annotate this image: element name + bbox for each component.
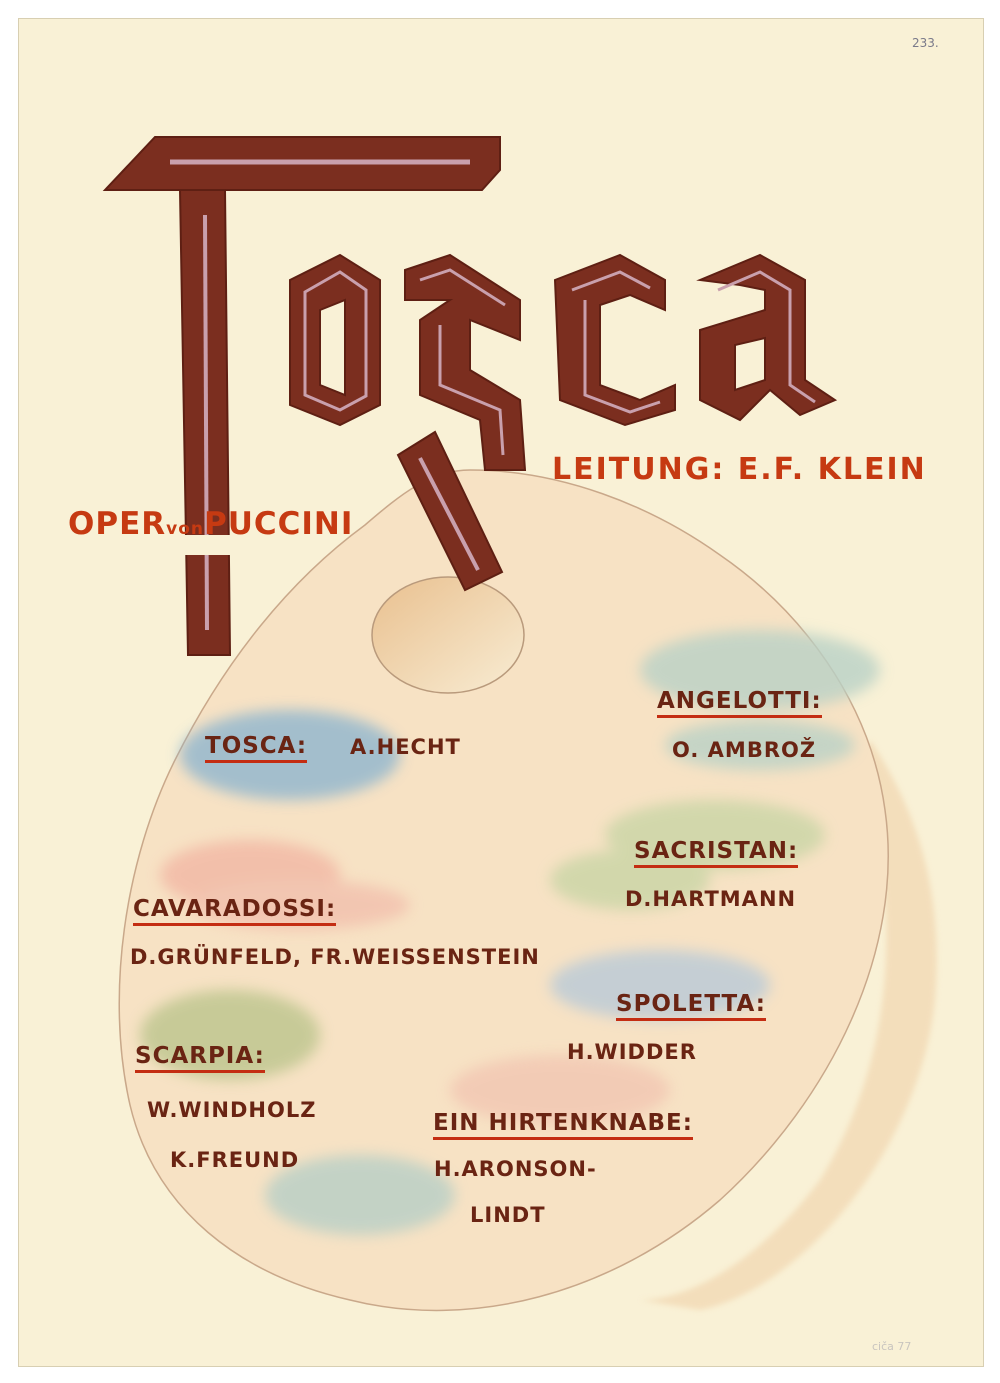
cast-role-scarpia: SCARPIA: [135,1043,265,1069]
cast-role-spoletta: SPOLETTA: [616,991,766,1017]
subtitle-von: von [166,519,204,539]
cast-role-cavaradossi: CAVARADOSSI: [133,896,336,922]
cast-actor-spoletta: H.WIDDER [567,1040,697,1064]
cast-actor-sacristan: D.HARTMANN [625,887,797,911]
cast-actor-cavaradossi: D.GRÜNFELD, FR.WEISSENSTEIN [130,945,540,969]
cast-role-tosca: TOSCA: [205,733,307,759]
page-number: 233. [912,36,939,50]
cast-actor-hirtenknabe-1: H.ARONSON- [434,1157,597,1181]
title-letter-a [700,255,835,420]
cast-actor-scarpia-2: K.FREUND [170,1148,300,1172]
opera-subtitle [68,506,353,542]
palette-thumb-hole [372,577,524,693]
title-letter-s [405,255,525,470]
cast-role-sacristan: SACRISTAN: [634,838,798,864]
cast-actor-scarpia-1: W.WINDHOLZ [147,1098,317,1122]
cast-actor-angelotti: O. AMBROŽ [672,738,817,762]
subtitle-oper: OPER [68,506,167,542]
cast-role-hirtenknabe: EIN HIRTENKNABE: [433,1110,693,1136]
cast-actor-tosca: A.HECHT [350,735,461,759]
leitung-credit: LEITUNG: E.F. KLEIN [552,452,927,487]
cast-role-angelotti: ANGELOTTI: [657,688,822,714]
subtitle-composer: PUCCINI [204,506,354,542]
archive-stamp: ciča 77 [872,1340,912,1353]
cast-actor-hirtenknabe-2: LINDT [470,1203,546,1227]
title-letter-c [555,255,675,425]
